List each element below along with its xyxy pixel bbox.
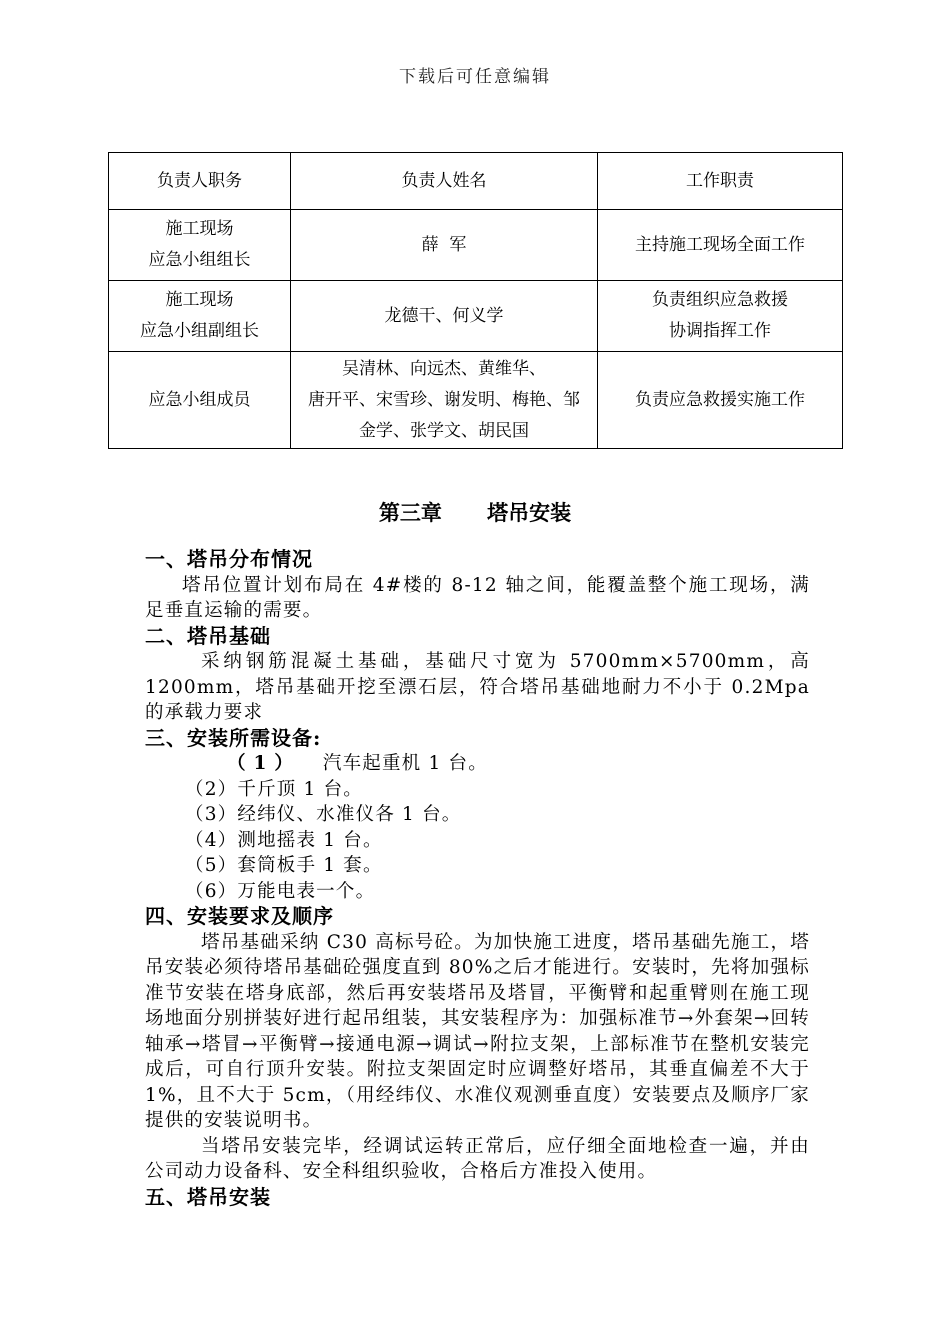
name-cell — [291, 281, 598, 352]
section-paragraph: 塔吊位置计划布局在 4#楼的 8-12 轴之间，能覆盖整个施工现场，满足垂直运输的需要。 — [145, 574, 810, 621]
header-name: 负责人姓名 — [291, 153, 598, 210]
header-duty: 工作职责 — [598, 153, 843, 210]
section-heading: 二、塔吊基础 — [145, 623, 271, 648]
table-header-row — [109, 153, 843, 210]
document-body — [145, 547, 810, 1210]
name-cell — [291, 352, 598, 449]
duty-cell — [598, 281, 843, 352]
section-heading: 三、安装所需设备: — [145, 725, 322, 750]
section-paragraph: 采纳钢筋混凝土基础，基础尺寸宽为 5700mm×5700mm，高 1200mm，塔吊基础开挖至漂石层，符合塔吊基础地耐力不小于 0.2Mpa 的承载力要求 — [145, 651, 810, 723]
chapter-number: 第三章 — [378, 500, 442, 525]
section-heading: 五、塔吊安装 — [145, 1184, 271, 1209]
responsibility-table — [108, 152, 843, 449]
cell-line: 吴清林、向远杰、黄维华、 — [342, 358, 546, 379]
table-row — [109, 281, 843, 352]
cell-line: 应急小组成员 — [148, 389, 251, 410]
equipment-text: 汽车起重机 1 台。 — [322, 753, 488, 774]
cell-line: 应急小组副组长 — [140, 321, 259, 341]
cell-line: 龙德干、何义学 — [384, 305, 504, 326]
table-row — [109, 210, 843, 281]
cell-line: 负责组织应急救援 — [652, 290, 788, 310]
equipment-item: （2）千斤顶 1 台。 — [185, 778, 364, 800]
cell-line: 唐开平、宋雪珍、谢发明、梅艳、邹 — [308, 389, 580, 410]
section-heading: 一、塔吊分布情况 — [145, 547, 313, 571]
section-paragraph: 塔吊基础采纳 C30 高标号砼。为加快施工进度，塔吊基础先施工，塔吊安装必须待塔吊基础砼强度直到 80%之后才能进行。安装时，先将加强标准节安装在塔身底部，然后再安装塔吊及塔冒，平衡臂和起重臂则在施工现场地面分别拼装好进行起吊组装，其安装程序为：加强标准节→外套架→回转轴承→塔冒→平衡臂→接通电源→调试→附拉支架，上部标准节在整机安装完成后，可自行顶升安装。附拉支架固定时应调整好塔吊，其垂直偏差不大于 1%，且不大于 5cm，（用经纬仪、水准仪观测垂直度）安装要点及顺序厂家提供的安装说明书。 — [145, 931, 810, 1131]
section-paragraph: 当塔吊安装完毕，经调试运转正常后，应仔细全面地检查一遍，并由公司动力设备科、安全科组织验收，合格后方准投入使用。 — [145, 1135, 810, 1182]
name-cell — [291, 210, 598, 281]
role-cell — [109, 281, 291, 352]
equipment-number: （1） — [227, 753, 301, 774]
cell-line: 施工现场 — [165, 290, 234, 310]
duty-cell — [598, 210, 843, 281]
cell-line: 金学、张学文、胡民国 — [359, 420, 529, 441]
header-note: 下载后可任意编辑 — [399, 67, 551, 87]
section-heading: 四、安装要求及顺序 — [145, 904, 334, 928]
equipment-item — [145, 751, 810, 777]
header-role: 负责人职务 — [109, 153, 291, 210]
cell-line: 施工现场 — [165, 219, 234, 239]
chapter-name: 塔吊安装 — [487, 500, 572, 525]
role-cell — [109, 210, 291, 281]
equipment-item: （6）万能电表一个。 — [185, 880, 376, 902]
chapter-title — [0, 497, 950, 527]
role-cell — [109, 352, 291, 449]
cell-line: 协调指挥工作 — [669, 321, 771, 341]
cell-line: 应急小组组长 — [148, 250, 251, 270]
table-row — [109, 352, 843, 449]
equipment-item: （5）套筒板手 1 套。 — [185, 855, 383, 876]
cell-line: 负责应急救援实施工作 — [635, 389, 805, 410]
equipment-item: （3）经纬仪、水准仪各 1 台。 — [185, 804, 462, 825]
equipment-item: （4）测地摇表 1 台。 — [185, 829, 383, 851]
duty-cell — [598, 352, 843, 449]
cell-line: 主持施工现场全面工作 — [635, 234, 805, 255]
cell-line: 薛 军 — [421, 234, 467, 255]
